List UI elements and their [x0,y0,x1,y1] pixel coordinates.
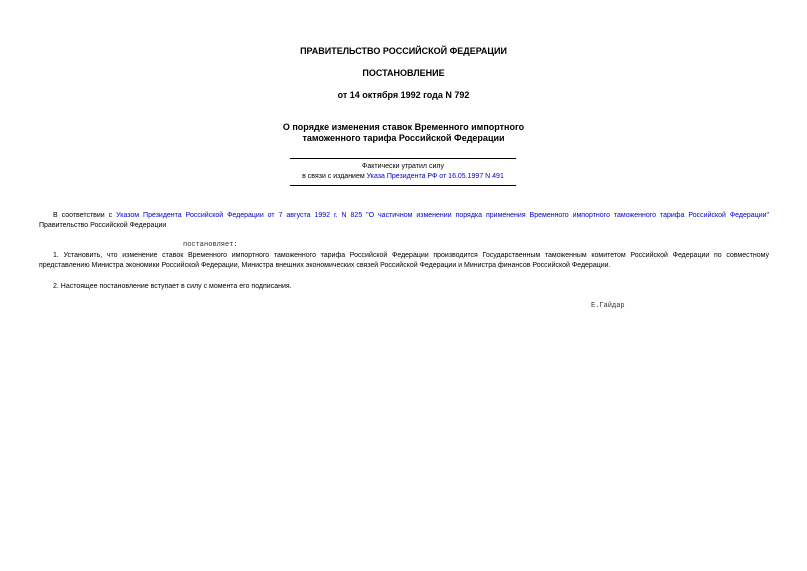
document-type: ПОСТАНОВЛЕНИЕ [362,68,445,78]
status-reason-prefix: в связи с изданием [302,173,367,180]
presidential-decree-link[interactable]: Указом Президента Российской Федерации от 7 августа 1992 г. N 825 "О частичном изменении порядка применения Временного импортного таможенного тарифа Российской Федерации" [116,212,770,219]
paragraph-item-1: 1. Установить, что изменение ставок Временного импортного таможенного тарифа Российской Федерации производится Государственным таможенным комитетом Российской Федерации по совместному представлению Министра экономики Российской Федерации, Министра внешних экономических связей Российской Федерации и Министра финансов Российской Федерации. [39,252,769,269]
paragraph-preamble [39,211,769,231]
signature: Е.Гайдар [591,302,625,310]
repeal-decree-link[interactable]: Указа Президента РФ от 16.05.1997 N 491 [366,173,504,180]
status-box [290,158,516,186]
paragraph-item-2: 2. Настоящее постановление вступает в силу с момента его подписания. [53,283,292,290]
issuing-authority: ПРАВИТЕЛЬСТВО РОССИЙСКОЙ ФЕДЕРАЦИИ [300,46,507,56]
preamble-suffix: Правительство Российской Федерации [39,222,167,229]
document-title-line-1: О порядке изменения ставок Временного импортного [282,122,525,132]
document-date-number: от 14 октября 1992 года N 792 [337,90,470,100]
preamble-prefix: В соответствии с [53,212,117,219]
document-title-line-2: таможенного тарифа Российской Федерации [302,133,505,143]
resolves-clause: постановляет: [183,241,238,249]
status-line: Фактически утратил силу [362,163,444,170]
status-reason [290,172,516,182]
document-title [0,122,807,144]
